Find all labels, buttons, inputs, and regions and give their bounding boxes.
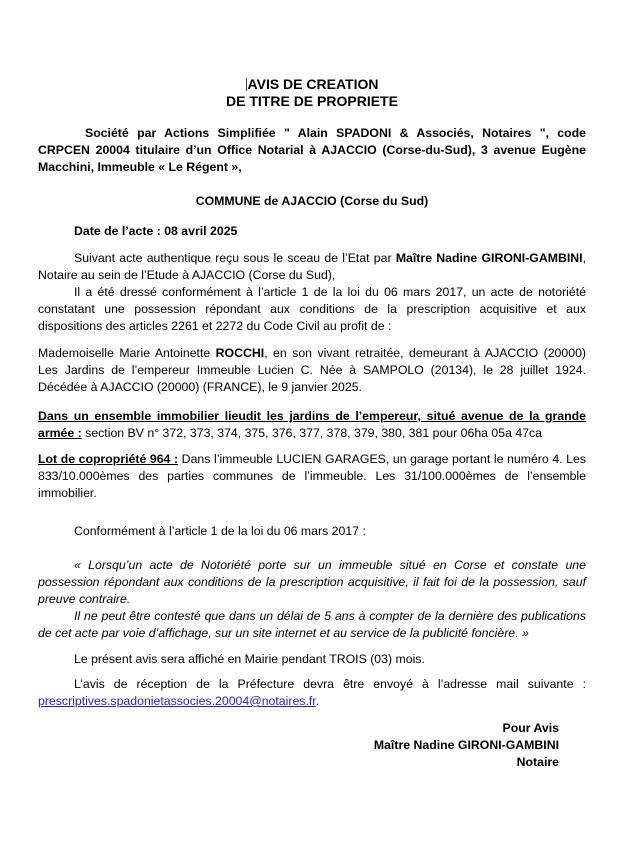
beneficiary-pre: Mademoiselle Marie Antoinette bbox=[38, 346, 216, 360]
title-line-1 bbox=[38, 76, 586, 93]
property-paragraph bbox=[38, 408, 586, 442]
signature-title: Notaire bbox=[516, 755, 559, 769]
title-line-2-text: DE TITRE DE PROPRIETE bbox=[226, 93, 398, 109]
notary-office-text: Société par Actions Simplifiée " Alain SPADONI & Associés, Notaires ", code CRPCEN 20004 titulaire d’un Office Notarial à AJACCIO (Corse-du-Sud), 3 avenue Eugène Macchini, Immeuble « Le Régent », bbox=[38, 126, 586, 174]
recital-drafted-paragraph bbox=[38, 284, 586, 335]
act-date-line bbox=[38, 223, 586, 240]
beneficiary-paragraph bbox=[38, 345, 586, 396]
lot-paragraph bbox=[38, 451, 586, 502]
notary-office-paragraph bbox=[38, 125, 586, 176]
posting-line bbox=[38, 651, 586, 668]
prefecture-mail-post: . bbox=[315, 694, 320, 708]
title-line-2 bbox=[38, 93, 586, 110]
law-reference-line bbox=[38, 523, 586, 540]
law-quote-part1-text: « Lorsqu’un acte de Notoriété porte sur un immeuble situé en Corse et constate une possession répondant aux conditions de la prescription acquisitive, il fait foi de la possession, sauf preuve contraire. bbox=[38, 558, 586, 606]
law-quote-part2 bbox=[38, 608, 586, 642]
document-title bbox=[38, 76, 586, 110]
prefecture-mail-pre: L’avis de réception de la Préfecture devra être envoyé à l’adresse mail suivante : bbox=[74, 677, 586, 691]
signature-pour-avis: Pour Avis bbox=[502, 721, 559, 735]
law-quote-part1 bbox=[38, 557, 586, 608]
beneficiary-name: ROCCHI bbox=[215, 346, 265, 360]
recital-drafted-text: Il a été dressé conformément à l’article 1 de la loi du 06 mars 2017, un acte de notoriété constatant une possession répondant aux conditions de la prescription acquisitive et aux dispositions des articles 2261 et 2272 du Code Civil au profit de : bbox=[38, 285, 586, 333]
signature-block bbox=[38, 720, 559, 771]
law-quote-part2-text: Il ne peut être contesté que dans un délai de 5 ans à compter de la dernière des publications de cet acte par voie d’affichage, sur un site internet et au service de la publicité foncière. » bbox=[38, 609, 586, 640]
recital-intro-post: , Notaire au sein de l’Etude à AJACCIO (Corse du Sud), bbox=[38, 251, 586, 282]
property-details: section BV n° 372, 373, 374, 375, 376, 377, 378, 379, 380, 381 pour 06ha 05a 47ca bbox=[81, 426, 543, 440]
prefecture-mail-paragraph bbox=[38, 676, 586, 710]
prefecture-email-link[interactable]: prescriptives.spadonietassocies.20004@notaires.fr bbox=[38, 694, 316, 708]
property-heading: Dans un ensemble immobilier lieudit les jardins de l’empereur, situé avenue de la grande armée : bbox=[38, 409, 586, 440]
text-cursor bbox=[246, 78, 247, 91]
recital-intro-pre: Suivant acte authentique reçu sous le sceau de l’Etat par bbox=[74, 251, 396, 265]
signature-notary-name: Maître Nadine GIRONI-GAMBINI bbox=[373, 738, 559, 752]
beneficiary-post: , en son vivant retraitée, demeurant à AJACCIO (20000) Les Jardins de l’empereur Immeuble Lucien C. Née à SAMPOLO (20134), le 28 juillet 1924. Décédée à AJACCIO (20000) (FRANCE), le 9 janvier 2025. bbox=[38, 346, 587, 394]
commune-line bbox=[38, 193, 586, 210]
lot-details: Dans l’immeuble LUCIEN GARAGES, un garage portant le numéro 4. Les 833/10.000èmes des parties communes de l’immeuble. Les 31/100.000èmes de l’ensemble immobilier. bbox=[38, 452, 586, 500]
title-line-1-text: AVIS DE CREATION bbox=[247, 76, 379, 92]
notary-name: Maître Nadine GIRONI-GAMBINI bbox=[395, 251, 583, 265]
recital-intro-paragraph bbox=[38, 250, 586, 284]
posting-text: Le présent avis sera affiché en Mairie pendant TROIS (03) mois. bbox=[74, 652, 425, 666]
act-date-text: Date de l’acte : 08 avril 2025 bbox=[74, 224, 238, 238]
commune-text: COMMUNE de AJACCIO (Corse du Sud) bbox=[195, 194, 429, 208]
lot-heading: Lot de copropriété 964 : bbox=[38, 452, 179, 466]
law-reference-text: Conformément à l’article 1 de la loi du 06 mars 2017 : bbox=[74, 524, 366, 538]
